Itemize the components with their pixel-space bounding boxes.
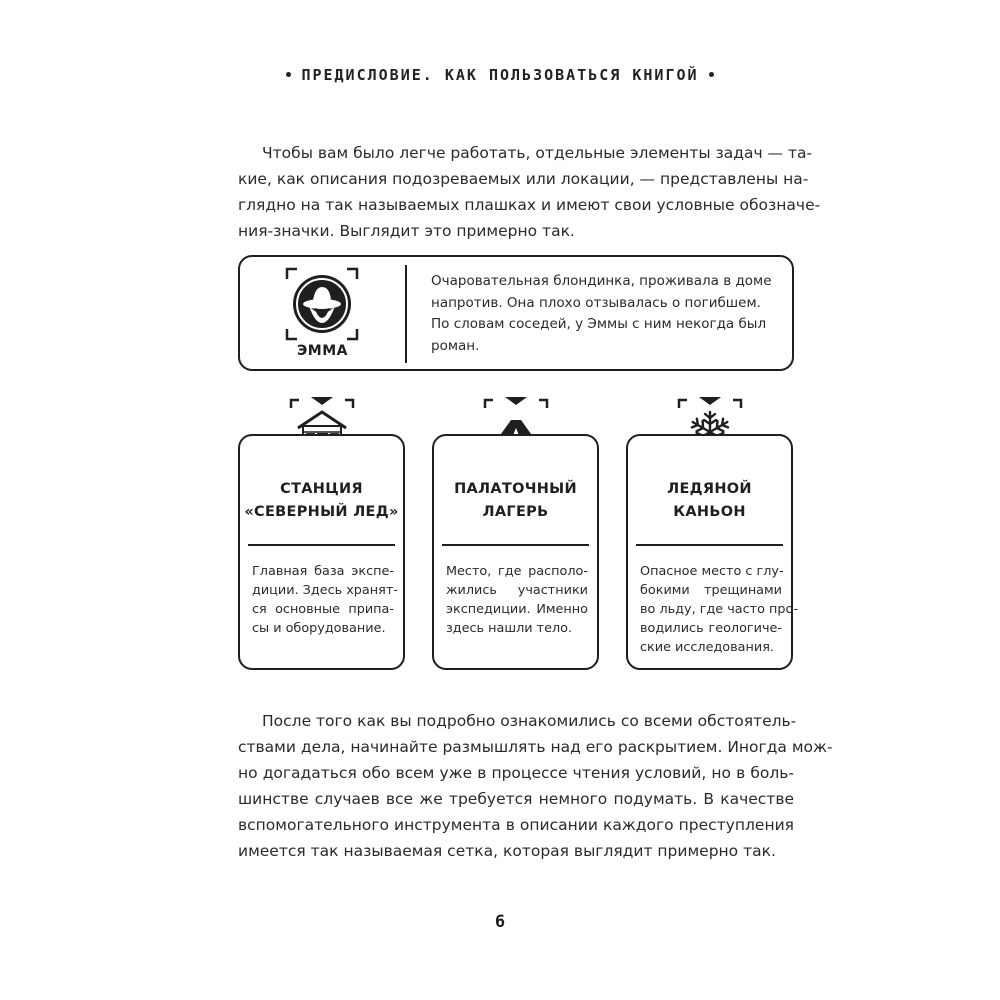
description-line: экспедиции. Именно bbox=[446, 602, 588, 617]
location-card bbox=[432, 434, 599, 670]
card-divider bbox=[248, 544, 395, 546]
title-line: ЛАГЕРЬ bbox=[482, 504, 549, 520]
paragraph-line: но догадаться обо всем уже в процессе чтения условий, но в боль- bbox=[238, 764, 794, 782]
description-line: сы и оборудование. bbox=[252, 621, 386, 636]
title-line: СТАНЦИЯ bbox=[280, 481, 363, 497]
bullet-dot-icon bbox=[286, 72, 291, 77]
description-line: напротив. Она плохо отзывалась о погибшем. bbox=[431, 294, 761, 311]
description-line: Место, где располо- bbox=[446, 564, 588, 579]
location-description bbox=[446, 562, 588, 638]
suspect-description bbox=[431, 271, 781, 357]
card-divider bbox=[405, 265, 407, 363]
description-line: водились геологиче- bbox=[640, 621, 782, 636]
location-title bbox=[240, 478, 403, 524]
description-line: ся основные припа- bbox=[252, 602, 394, 617]
paragraph-line: ствами дела, начинайте размышлять над его раскрытием. Иногда мож- bbox=[238, 738, 833, 756]
description-line: По словам соседей, у Эммы с ним некогда был bbox=[431, 316, 767, 332]
page-number: 6 bbox=[494, 912, 506, 932]
description-line: роман. bbox=[431, 337, 480, 354]
description-line: Опасное место с глу- bbox=[640, 564, 784, 579]
location-card bbox=[626, 434, 798, 670]
paragraph-line: шинстве случаев все же требуется немного подумать. В качестве bbox=[238, 790, 794, 808]
intro-paragraph bbox=[238, 140, 821, 244]
location-description bbox=[252, 562, 398, 638]
location-title bbox=[628, 478, 791, 524]
paragraph-line: Чтобы вам было легче работать, отдельные элементы задач — та- bbox=[262, 144, 813, 162]
header-title: ПРЕДИСЛОВИЕ. КАК ПОЛЬЗОВАТЬСЯ КНИГОЙ bbox=[301, 66, 699, 84]
running-header bbox=[0, 66, 1000, 84]
suspect-name: ЭММА bbox=[297, 343, 348, 359]
description-line: бокими трещинами bbox=[640, 583, 782, 598]
description-line: Очаровательная блондинка, проживала в доме bbox=[431, 273, 772, 289]
card-divider bbox=[442, 544, 589, 546]
paragraph-line: имеется так называемая сетка, которая выглядит примерно так. bbox=[238, 842, 776, 860]
woman-hat-icon bbox=[285, 267, 359, 341]
description-line: здесь нашли тело. bbox=[446, 621, 573, 636]
title-line: «СЕВЕРНЫЙ ЛЕД» bbox=[244, 504, 399, 520]
location-card bbox=[238, 434, 405, 670]
location-title bbox=[434, 478, 597, 524]
description-line: ские исследования. bbox=[640, 640, 774, 655]
paragraph-line: кие, как описания подозреваемых или локации, — представлены на- bbox=[238, 170, 809, 188]
closing-paragraph bbox=[238, 708, 833, 864]
paragraph-line: ния-значки. Выглядит это примерно так. bbox=[238, 222, 575, 240]
card-divider bbox=[636, 544, 783, 546]
paragraph-line: После того как вы подробно ознакомились со всеми обстоятель- bbox=[262, 712, 797, 730]
description-line: Главная база экспе- bbox=[252, 564, 394, 579]
paragraph-line: глядно на так называемых плашках и имеют свои условные обозначе- bbox=[238, 196, 821, 214]
title-line: КАНЬОН bbox=[673, 504, 746, 520]
description-line: во льду, где часто про- bbox=[640, 602, 798, 617]
title-line: ПАЛАТОЧНЫЙ bbox=[454, 481, 577, 497]
location-description bbox=[640, 562, 798, 657]
paragraph-line: вспомогательного инструмента в описании каждого преступления bbox=[238, 816, 794, 834]
bullet-dot-icon bbox=[709, 72, 714, 77]
suspect-card bbox=[238, 255, 794, 371]
title-line: ЛЕДЯНОЙ bbox=[667, 481, 752, 497]
description-line: жились участники bbox=[446, 583, 588, 598]
description-line: диции. Здесь хранят- bbox=[252, 583, 398, 598]
